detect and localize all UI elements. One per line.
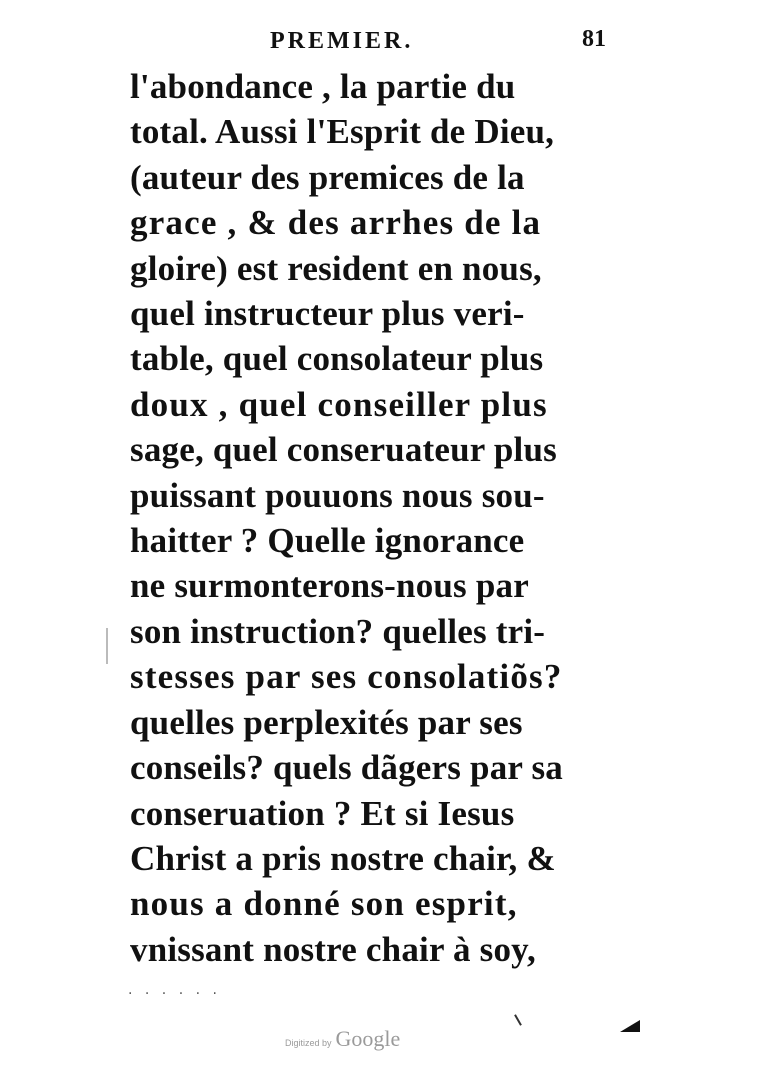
text-line: conseils? quels dãgers par sa (130, 748, 563, 788)
text-line: puissant pouuons nous sou- (130, 475, 545, 515)
text-line: nous a donné son esprit, (130, 884, 518, 924)
edge-ink-mark (620, 1020, 640, 1032)
text-line: grace , & des arrhes de la (130, 203, 542, 243)
text-line: quel instructeur plus veri- (130, 294, 525, 334)
watermark-prefix: Digitized by (285, 1038, 332, 1048)
text-line: stesses par ses consolatiõs? (130, 657, 563, 697)
text-line: Christ a pris nostre chair, & (130, 838, 556, 878)
text-line: table, quel consolateur plus (130, 339, 544, 379)
text-line: quelles perplexités par ses (130, 702, 523, 742)
text-line: l'abondance , la partie du (130, 67, 516, 106)
ink-specks: · · · · · · (128, 986, 221, 1002)
running-title: PREMIER. (270, 28, 414, 54)
text-line: sage, quel conseruateur plus (130, 430, 557, 470)
digitized-watermark (285, 1026, 400, 1052)
text-line: (auteur des premices de la (130, 157, 525, 197)
margin-mark (106, 628, 108, 664)
text-line: son instruction? quelles tri- (130, 611, 546, 651)
body-text (130, 64, 620, 972)
text-line: vnissant nostre chair à soy, (130, 929, 536, 969)
text-line: doux , quel conseiller plus (130, 384, 548, 424)
text-line: conseruation ? Et si Iesus (130, 793, 515, 833)
google-logo: Google (335, 1026, 401, 1051)
text-line: ne surmonterons-nous par (130, 566, 529, 606)
text-line: total. Aussi l'Esprit de Dieu, (130, 112, 555, 152)
text-line: haitter ? Quelle ignorance (130, 521, 525, 561)
page-number: 81 (582, 26, 606, 52)
text-line: gloire) est resident en nous, (130, 248, 542, 288)
stray-ink-mark (514, 1014, 522, 1025)
